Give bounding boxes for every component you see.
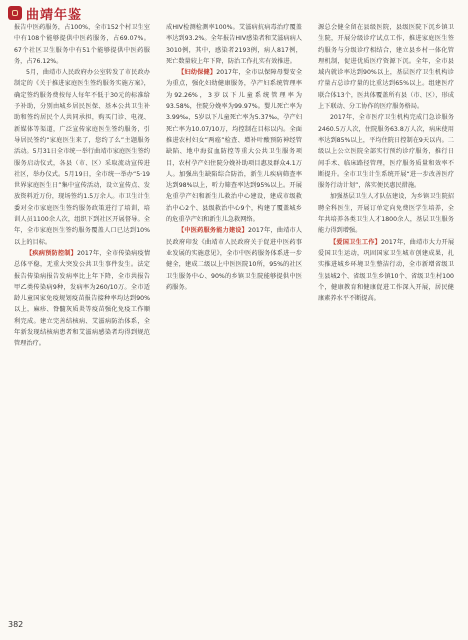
section-heading: 【疾病预防控制】 xyxy=(26,249,77,257)
paragraph: 成HIV检测检测率100%。艾滋病抗病毒治疗覆盖率达到93.2%。全年报告HIV感染者和艾滋病病人3010例，其中，感染者2193例，病人817例，死亡数量较上年下降，防治工作扎实有效推进。 xyxy=(166,24,302,65)
paragraph: 5月，曲靖市人民政府办公室转发了市民政办制定的《关于推进家庭医生签约服务实施方案》，确定签约服务费按每人每年不低于30元的标准给予补助，分别由城乡居民医保、基本公共卫生补助和签约居民个人共同承担，购买门诊、电视、新媒体等渠道，广泛宣传家庭医生签约服务，引导居民签约“家庭医生来了，您约了么”主题服务活动。5月31日全市统一举行曲靖市家庭医生签约服务启动仪式，各县（市、区）采取流动宣传进社区，举办仪式。5月19日，全市统一举办“5·19世界家庭医生日”集中宣传活动，设立宣传点、发放资料近万份，现场签约1.5万余人。市卫生计生委对全市家庭医生签约服务政策进行了培训，培训人员1100余人次，组织下到社区开展督导。全年，全市家庭医生签约服务覆盖人口已达到10%以上的目标。 xyxy=(14,69,150,246)
column-2 xyxy=(166,22,302,618)
paragraph: 报告中医药服务，占100%，全市152个村卫生室中有108个能够提供中医药服务，占69.07%。67个社区卫生服务中有51个能够提供中医药服务，占76.12%。 xyxy=(14,24,150,65)
section-body: 2017年，全市以保障母婴安全为重点，强化妇幼健康服务，孕产妇系统管理率为92.26%，3岁以下儿童系统管理率为93.58%，住院分娩率为99.97%。婴儿死亡率为3.99‰，5岁以下儿童死亡率为5.37‰，孕产妇死亡率为10.07/10万，均控制在目标以内。全面推进农村妇女“两癌”检查、增补叶酸预防神经管缺陷、地中海贫血防控等重大公共卫生服务项目，农村孕产妇住院分娩补助项目惠及群众4.1万人。加强出生缺陷综合防治，新生儿疾病筛查率达到98%以上，听力筛查率达到95%以上。开展危重孕产妇和新生儿救治中心建设，建成市级救治中心2个、县级救治中心9个，构建了覆盖城乡的危重孕产妇和新生儿急救网络。 xyxy=(166,69,302,224)
section-paragraph xyxy=(166,225,302,293)
section-heading: 【爱国卫生工作】 xyxy=(330,238,381,246)
section-heading: 【中医药服务能力建设】 xyxy=(178,227,249,235)
column-1 xyxy=(14,22,150,618)
section-paragraph xyxy=(166,67,302,225)
section-paragraph xyxy=(318,237,454,305)
section-heading: 【妇幼保健】 xyxy=(178,69,217,77)
yearbook-title: 曲靖年鉴 xyxy=(26,8,83,23)
paragraph: 源总会健全留在县级医院，县级医院下沉乡镇卫生院，开展分级诊疗试点工作，推进家庭医生签约服务与分级诊疗相结合，建立县乡村一体化管理机制，促进优质医疗资源下沉。全年，全市县域内就诊率达到90%以上，基层医疗卫生机构诊疗量占总诊疗量的比重达到65%以上。组建医疗联合体13个，医共体覆盖所有县（市、区），形成上下联动、分工协作的医疗服务格局。 xyxy=(318,24,454,111)
section-body: 2017年，曲靖市大力开展爱国卫生运动，巩固国家卫生城市创建成果，扎实推进城乡环境卫生整洁行动，全市新增省级卫生县城2个、省级卫生乡镇10个、省级卫生村100个，健康教育和健康促进工作深入开展，居民健康素养水平不断提高。 xyxy=(318,238,454,303)
section-body: 2017年，曲靖市人民政府印发《曲靖市人民政府关于促进中医药事业发展的实施意见》，全市中医药服务体系进一步健全，建成二级以上中医医院10所，95%的社区卫生服务中心、90%的乡镇卫生院能够提供中医药服务。 xyxy=(166,227,302,291)
column-3 xyxy=(318,22,454,618)
section-paragraph xyxy=(14,248,150,350)
paragraph: 加强基层卫生人才队伍建设，为乡镇卫生院招聘全科医生，开展订单定向免费医学生培养，全年共培养各类卫生人才1800余人，基层卫生服务能力得到增强。 xyxy=(318,193,454,235)
paragraph: 2017年，全市医疗卫生机构完成门急诊服务2460.5万人次，住院服务63.8万人次，病床使用率达到85%以上，平均住院日控制在9天以内。二级以上公立医院全部实行预约诊疗服务，推行日间手术、临床路径管理，医疗服务质量和效率不断提升。全市卫生计生系统开展“进一步改善医疗服务行动计划”，落实便民惠民措施。 xyxy=(318,114,454,190)
page-number: 382 xyxy=(8,620,24,629)
yearbook-logo-icon xyxy=(8,6,22,20)
section-body: 2017年，全市传染病疫情总体平稳，无重大突发公共卫生事件发生。法定报告传染病报告发病率比上年下降，全市共报告甲乙类传染病9种，发病率为260/10万。全市适龄儿童国家免疫规划疫苗报告接种率均达到90%以上，麻疹、脊髓灰质炎等疫苗强化免疫工作顺利完成。建立完善结核病、艾滋病防治体系，全年新发现结核病患者和艾滋病感染者均得到规范管理治疗。 xyxy=(14,249,150,348)
